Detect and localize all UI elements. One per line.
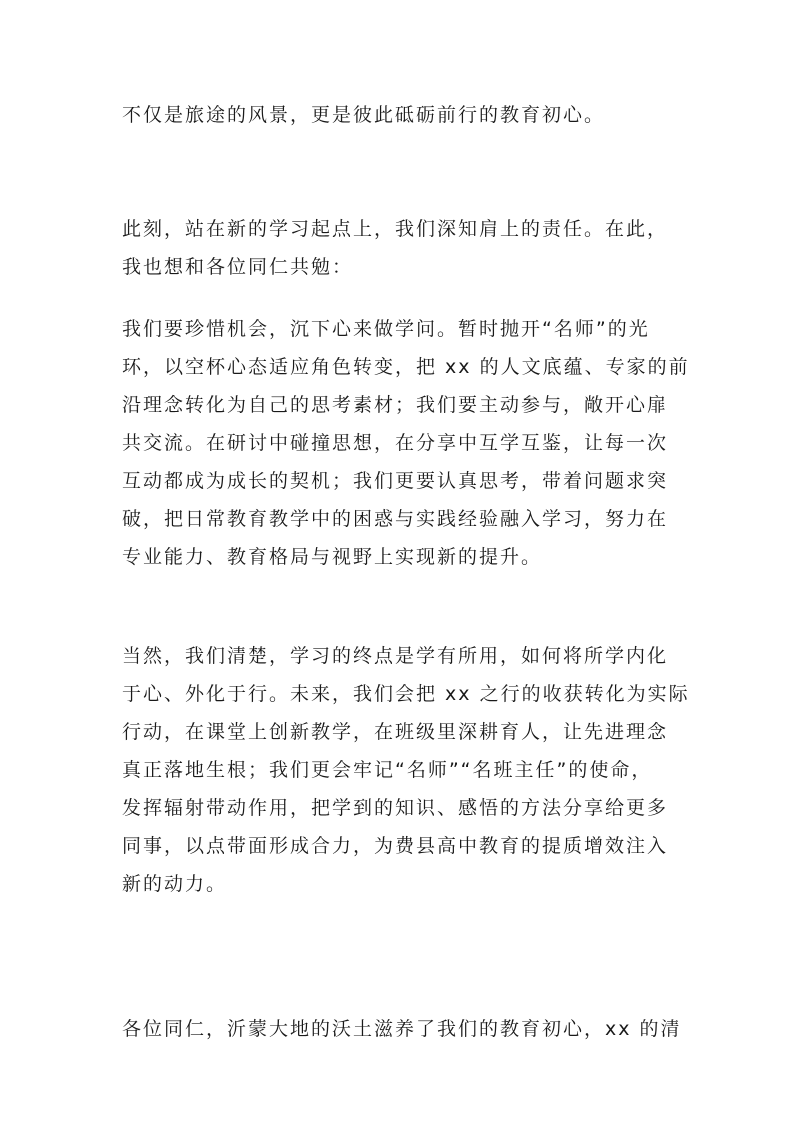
text-line: 专业能力、教育格局与视野上实现新的提升。 xyxy=(122,546,543,568)
paragraph-1 xyxy=(122,96,682,134)
text-line: 真正落地生根；我们更会牢记“名师”“名班主任”的使命， xyxy=(122,759,653,781)
text-line: 破，把日常教育教学中的困惑与实践经验融入学习，努力在 xyxy=(122,508,669,530)
text-line: 此刻，站在新的学习起点上，我们深知肩上的责任。在此， xyxy=(122,218,669,240)
text-line: 我也想和各位同仁共勉： xyxy=(122,256,354,278)
text-line: 沿理念转化为自己的思考素材；我们要主动参与，敞开心扉 xyxy=(122,394,669,416)
text-line: 于心、外化于行。未来，我们会把 xx 之行的收获转化为实际 xyxy=(122,683,690,705)
text-line: 互动都成为成长的契机；我们更要认真思考，带着问题求突 xyxy=(122,470,669,492)
paragraph-2 xyxy=(122,210,682,286)
text-line: 同事，以点带面形成合力，为费县高中教育的提质增效注入 xyxy=(122,835,669,857)
text-line: 发挥辐射带动作用，把学到的知识、感悟的方法分享给更多 xyxy=(122,797,669,819)
text-line: 行动，在课堂上创新教学，在班级里深耕育人，让先进理念 xyxy=(122,721,669,743)
text-line: 不仅是旅途的风景，更是彼此砥砺前行的教育初心。 xyxy=(122,104,606,126)
text-line: 共交流。在研讨中碰撞思想，在分享中互学互鉴，让每一次 xyxy=(122,432,669,454)
text-line: 当然，我们清楚，学习的终点是学有所用，如何将所学内化 xyxy=(122,645,669,667)
paragraph-4 xyxy=(122,637,690,903)
text-line: 各位同仁，沂蒙大地的沃土滋养了我们的教育初心，xx 的清 xyxy=(122,1018,682,1040)
text-line: 环，以空杯心态适应角色转变，把 xx 的人文底蕴、专家的前 xyxy=(122,356,690,378)
text-line: 我们要珍惜机会，沉下心来做学问。暂时抛开“名师”的光 xyxy=(122,318,650,340)
paragraph-5 xyxy=(122,1010,682,1048)
paragraph-3 xyxy=(122,310,690,576)
text-line: 新的动力。 xyxy=(122,873,228,895)
